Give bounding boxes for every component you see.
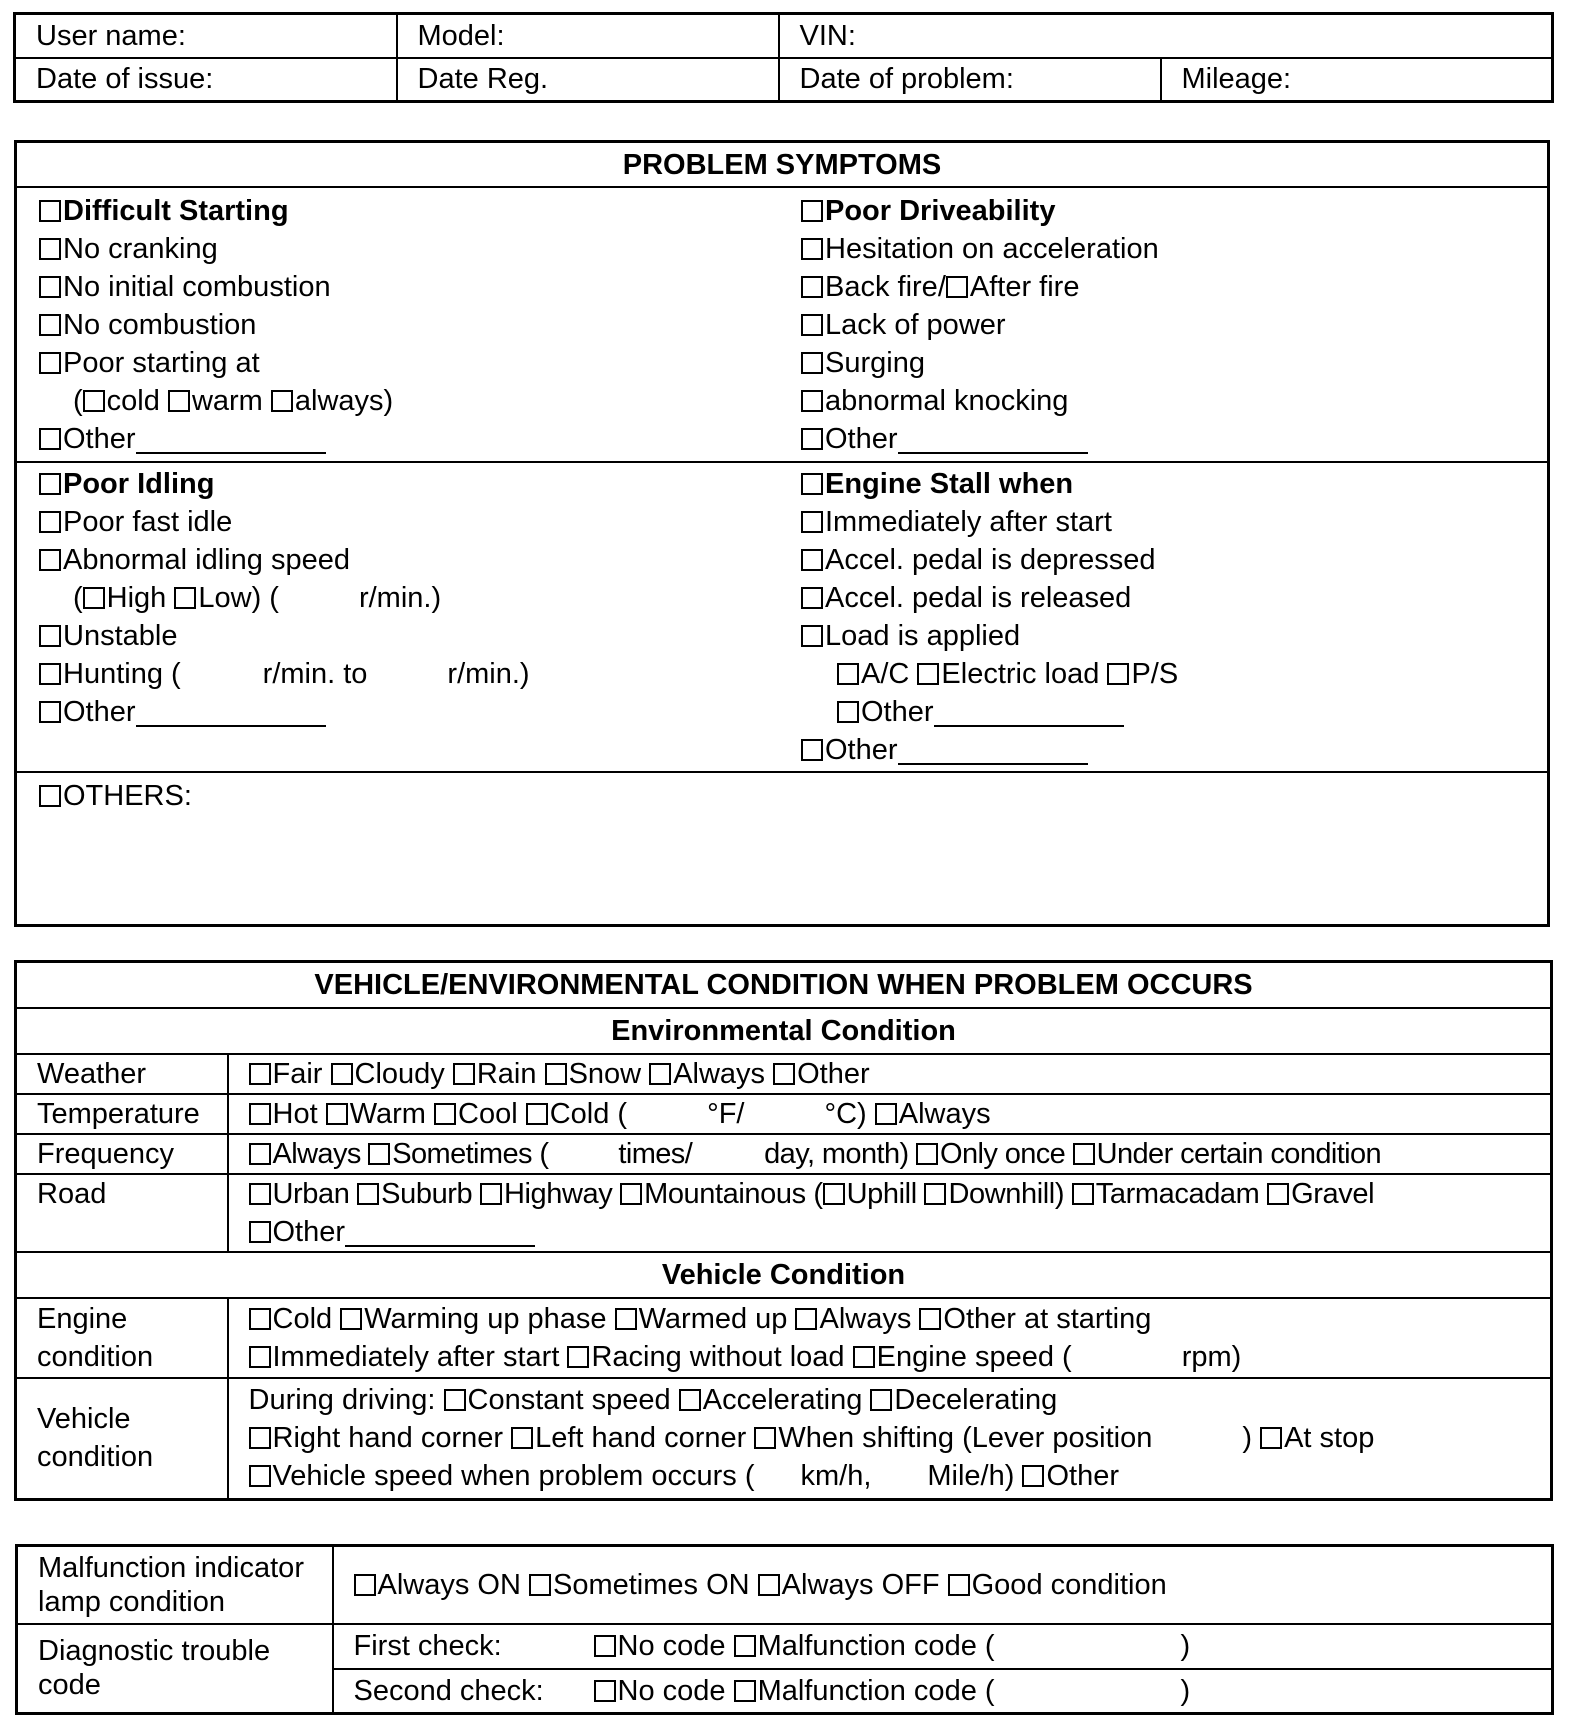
checkbox-icon[interactable] [875, 1103, 897, 1125]
poor-driveability-column [801, 192, 1159, 458]
warm-label: Warm [349, 1097, 426, 1130]
engine-label-line-2: condition [37, 1340, 154, 1373]
road-options-line-1 [249, 1175, 1551, 1213]
first-check-label: First check: [353, 1630, 502, 1662]
road-other-item[interactable] [249, 1213, 1551, 1251]
day-month-label: day, month) [764, 1137, 909, 1170]
checkbox-icon[interactable] [168, 390, 190, 412]
under-certain-label: Under certain condition [1096, 1137, 1382, 1170]
other-label: Other [797, 1057, 870, 1090]
hesitation-label: Hesitation on acceleration [825, 233, 1159, 265]
no-code-label: No code [617, 1674, 726, 1707]
problem-symptoms-title: PROBLEM SYMPTOMS [17, 143, 1547, 188]
abnormal-idling-speed-label: Abnormal idling speed [63, 544, 350, 576]
checkbox-icon[interactable] [340, 1308, 362, 1330]
others-block[interactable] [17, 773, 1547, 918]
second-check-options [333, 1669, 1553, 1714]
poor-fast-idle-item[interactable] [39, 503, 530, 541]
checkbox-icon[interactable] [434, 1103, 456, 1125]
poor-starting-at-item[interactable] [39, 344, 393, 382]
malfunction-code-label: Malfunction code ( [757, 1630, 995, 1662]
racing-label: Racing without load [591, 1340, 845, 1373]
user-name-field[interactable] [15, 14, 397, 58]
date-of-issue-label: Date of issue: [36, 63, 214, 96]
hot-label: Hot [272, 1097, 318, 1130]
first-check-options [333, 1624, 1553, 1669]
other-at-starting-label: Other at starting [943, 1302, 1152, 1335]
checkbox-icon[interactable] [39, 352, 61, 374]
checkbox-icon[interactable] [773, 1063, 795, 1085]
checkbox-icon[interactable] [801, 473, 823, 495]
lack-of-power-item[interactable] [801, 306, 1159, 344]
other-label: Other [861, 696, 934, 728]
difficult-starting-column [39, 192, 393, 458]
road-options [228, 1174, 1552, 1252]
engine-condition-label [16, 1298, 228, 1378]
load-applied-item[interactable] [801, 617, 1178, 655]
abnormal-knocking-label: abnormal knocking [825, 385, 1069, 417]
downhill-label: Downhill) [948, 1177, 1065, 1210]
other-label: Other [825, 423, 898, 455]
symptoms-block-starting-driveability [17, 188, 1547, 463]
road-row [16, 1174, 1552, 1252]
always-label: Always [673, 1057, 766, 1090]
weather-label: Weather [16, 1054, 228, 1094]
checkbox-icon[interactable] [174, 587, 196, 609]
checkbox-icon[interactable] [801, 390, 823, 412]
checkbox-icon[interactable] [870, 1389, 892, 1411]
paren-open: ( [73, 385, 83, 417]
checkbox-icon[interactable] [480, 1183, 502, 1205]
urban-label: Urban [272, 1177, 350, 1210]
checkbox-icon[interactable] [567, 1346, 589, 1368]
left-corner-label: Left hand corner [535, 1422, 747, 1455]
sometimes-label: Sometimes ( [392, 1137, 549, 1170]
checkbox-icon[interactable] [39, 238, 61, 260]
checkbox-icon[interactable] [946, 276, 968, 298]
date-of-problem-label: Date of problem: [799, 63, 1014, 96]
back-fire-item[interactable] [801, 268, 1159, 306]
driveability-other-item[interactable] [801, 420, 1159, 458]
checkbox-icon[interactable] [39, 314, 61, 336]
engine-stall-item[interactable] [801, 465, 1178, 503]
mil-options [333, 1546, 1553, 1624]
accelerating-label: Accelerating [702, 1384, 863, 1417]
checkbox-icon[interactable] [620, 1183, 642, 1205]
checkbox-icon[interactable] [511, 1427, 533, 1449]
vehicle-label-line-2: condition [37, 1441, 154, 1474]
kmh-label: km/h, [800, 1460, 872, 1493]
checkbox-icon[interactable] [801, 511, 823, 533]
checkbox-icon[interactable] [1022, 1465, 1044, 1487]
weather-row [16, 1054, 1552, 1094]
checkbox-icon[interactable] [39, 785, 61, 807]
others-label: OTHERS: [63, 780, 192, 812]
vehicle-condition-label [16, 1378, 228, 1500]
checkbox-icon[interactable] [271, 390, 293, 412]
poor-starting-at-label: Poor starting at [63, 347, 260, 379]
other-label: Other [63, 696, 136, 728]
back-fire-label: Back fire/ [825, 271, 946, 303]
difficult-starting-item[interactable] [39, 192, 393, 230]
problem-symptoms-section [14, 140, 1550, 927]
paren-open: ( [73, 582, 83, 614]
date-of-problem-field[interactable] [779, 58, 1161, 102]
mil-label [17, 1546, 333, 1624]
checkbox-icon[interactable] [249, 1103, 271, 1125]
vehicle-info-table [13, 12, 1554, 103]
checkbox-icon[interactable] [39, 200, 61, 222]
poor-driveability-label: Poor Driveability [825, 195, 1056, 227]
rmin-label: r/min.) [358, 582, 442, 614]
checkbox-icon[interactable] [249, 1308, 271, 1330]
others-item[interactable] [39, 777, 1547, 815]
checkbox-icon[interactable] [919, 1308, 941, 1330]
engine-options-line-1 [249, 1300, 1551, 1338]
during-driving-label: During driving: [248, 1384, 436, 1417]
checkbox-icon[interactable] [679, 1389, 701, 1411]
no-cranking-item[interactable] [39, 230, 393, 268]
environmental-condition-title: Environmental Condition [16, 1008, 1552, 1054]
poor-idling-label: Poor Idling [63, 468, 215, 500]
checkbox-icon[interactable] [83, 587, 105, 609]
checkbox-icon[interactable] [368, 1143, 390, 1165]
checkbox-icon[interactable] [444, 1389, 466, 1411]
checkbox-icon[interactable] [39, 511, 61, 533]
deg-c-label: °C) [824, 1097, 867, 1130]
vehicle-speed-label: Vehicle speed when problem occurs ( [272, 1460, 755, 1493]
checkbox-icon[interactable] [1260, 1427, 1282, 1449]
engine-condition-row [16, 1298, 1552, 1378]
vin-label: VIN: [799, 19, 856, 52]
warming-up-label: Warming up phase [364, 1302, 607, 1335]
poor-idling-item[interactable] [39, 465, 530, 503]
checkbox-icon[interactable] [924, 1183, 946, 1205]
checkbox-icon[interactable] [801, 352, 823, 374]
checkbox-icon[interactable] [615, 1308, 637, 1330]
times-label: times/ [618, 1137, 693, 1170]
uphill-label: Uphill [846, 1177, 917, 1210]
model-label: Model: [417, 19, 505, 52]
checkbox-icon[interactable] [649, 1063, 671, 1085]
checkbox-icon[interactable] [801, 200, 823, 222]
rain-label: Rain [476, 1057, 537, 1090]
checkbox-icon[interactable] [249, 1346, 271, 1368]
diagnostics-table [15, 1544, 1554, 1715]
mil-label-line-2: lamp condition [38, 1585, 225, 1618]
ps-label: P/S [1131, 658, 1179, 690]
accel-depressed-item[interactable] [801, 541, 1178, 579]
no-initial-combustion-label: No initial combustion [63, 271, 331, 303]
checkbox-icon[interactable] [837, 701, 859, 723]
mileage-label: Mileage: [1181, 63, 1292, 96]
mil-label-line-1: Malfunction indicator [38, 1551, 304, 1584]
other-label: Other [1046, 1460, 1119, 1493]
rpm-label: rpm) [1181, 1340, 1242, 1373]
checkbox-icon[interactable] [823, 1183, 845, 1205]
no-cranking-label: No cranking [63, 233, 218, 265]
conditions-table [14, 960, 1553, 1501]
checkbox-icon[interactable] [916, 1143, 938, 1165]
frequency-options [228, 1134, 1552, 1174]
mileh-label: Mile/h) [927, 1460, 1015, 1493]
checkbox-icon[interactable] [39, 428, 61, 450]
idling-speed-options [39, 579, 530, 617]
vehicle-options-line-1 [249, 1381, 1551, 1419]
checkbox-icon[interactable] [801, 587, 823, 609]
good-condition-label: Good condition [971, 1568, 1167, 1601]
checkbox-icon[interactable] [331, 1063, 353, 1085]
always-on-label: Always ON [377, 1568, 521, 1601]
first-check-row [17, 1624, 1553, 1669]
frequency-label: Frequency [16, 1134, 228, 1174]
checkbox-icon[interactable] [801, 625, 823, 647]
checkbox-icon[interactable] [249, 1465, 271, 1487]
other-blank[interactable] [345, 1217, 535, 1247]
vehicle-condition-options [228, 1378, 1552, 1500]
checkbox-icon[interactable] [1073, 1143, 1095, 1165]
vehicle-condition-row [16, 1378, 1552, 1500]
checkbox-icon[interactable] [917, 663, 939, 685]
checkbox-icon[interactable] [249, 1063, 271, 1085]
other-blank[interactable] [898, 424, 1088, 454]
load-applied-label: Load is applied [825, 620, 1021, 652]
fair-label: Fair [272, 1057, 323, 1090]
other-blank[interactable] [136, 424, 326, 454]
close-paren: ) [1242, 1422, 1253, 1455]
checkbox-icon[interactable] [453, 1063, 475, 1085]
dtc-label [17, 1624, 333, 1714]
load-other-item[interactable] [801, 693, 1178, 731]
tarmacadam-label: Tarmacadam [1095, 1177, 1260, 1210]
hunting-item[interactable] [39, 655, 530, 693]
checkbox-icon[interactable] [249, 1221, 271, 1243]
checkbox-icon[interactable] [948, 1574, 970, 1596]
weather-options [228, 1054, 1552, 1094]
checkbox-icon[interactable] [734, 1635, 756, 1657]
rmin-to-label: r/min. to [262, 658, 368, 690]
checkbox-icon[interactable] [837, 663, 859, 685]
poor-driveability-item[interactable] [801, 192, 1159, 230]
engine-label-line-1: Engine [37, 1302, 128, 1335]
sometimes-on-label: Sometimes ON [552, 1568, 750, 1601]
ac-label: A/C [861, 658, 910, 690]
immediately-after-start-label: Immediately after start [825, 506, 1112, 538]
checkbox-icon[interactable] [801, 314, 823, 336]
load-options [801, 655, 1178, 693]
temperature-options [228, 1094, 1552, 1134]
constant-speed-label: Constant speed [467, 1384, 671, 1417]
deg-f-label: °F/ [707, 1097, 745, 1130]
checkbox-icon[interactable] [249, 1427, 271, 1449]
abnormal-idling-speed-item[interactable] [39, 541, 530, 579]
checkbox-icon[interactable] [83, 390, 105, 412]
gravel-label: Gravel [1291, 1177, 1375, 1210]
checkbox-icon[interactable] [795, 1308, 817, 1330]
vehicle-label-line-1: Vehicle [37, 1403, 131, 1436]
suburb-label: Suburb [381, 1177, 473, 1210]
hesitation-item[interactable] [801, 230, 1159, 268]
idling-other-item[interactable] [39, 693, 530, 731]
snow-label: Snow [568, 1057, 642, 1090]
checkbox-icon[interactable] [39, 663, 61, 685]
checkbox-icon[interactable] [801, 739, 823, 761]
close-paren: ) [1180, 1630, 1191, 1662]
warm-label: warm [191, 385, 263, 417]
cloudy-label: Cloudy [354, 1057, 445, 1090]
checkbox-icon[interactable] [1107, 663, 1129, 685]
conditions-title: VEHICLE/ENVIRONMENTAL CONDITION WHEN PROBLEM OCCURS [16, 962, 1552, 1008]
surging-item[interactable] [801, 344, 1159, 382]
date-reg-label: Date Reg. [417, 63, 549, 96]
checkbox-icon[interactable] [1072, 1183, 1094, 1205]
no-combustion-item[interactable] [39, 306, 393, 344]
electric-load-label: Electric load [941, 658, 1100, 690]
when-shifting-label: When shifting (Lever position [778, 1422, 1153, 1455]
only-once-label: Only once [940, 1137, 1066, 1170]
accel-depressed-label: Accel. pedal is depressed [825, 544, 1156, 576]
checkbox-icon[interactable] [39, 549, 61, 571]
unstable-label: Unstable [63, 620, 178, 652]
surging-label: Surging [825, 347, 925, 379]
stall-immediately-item[interactable] [801, 503, 1178, 541]
engine-stall-column [801, 465, 1178, 769]
engine-speed-label: Engine speed ( [876, 1340, 1072, 1373]
checkbox-icon[interactable] [39, 276, 61, 298]
checkbox-icon[interactable] [326, 1103, 348, 1125]
starting-other-item[interactable] [39, 420, 393, 458]
at-stop-label: At stop [1284, 1422, 1375, 1455]
checkbox-icon[interactable] [853, 1346, 875, 1368]
date-reg-field[interactable] [397, 58, 779, 102]
abnormal-knocking-item[interactable] [801, 382, 1159, 420]
checkbox-icon[interactable] [357, 1183, 379, 1205]
no-code-label: No code [617, 1630, 726, 1662]
dtc-label-line-1: Diagnostic trouble [38, 1635, 271, 1668]
vin-field[interactable] [779, 14, 1553, 58]
always-off-label: Always OFF [781, 1568, 940, 1601]
engine-stall-label: Engine Stall when [825, 468, 1074, 500]
checkbox-icon[interactable] [594, 1680, 616, 1702]
low-label: Low) ( [198, 582, 279, 614]
after-fire-label: After fire [969, 271, 1080, 303]
no-initial-combustion-item[interactable] [39, 268, 393, 306]
checkbox-icon[interactable] [758, 1574, 780, 1596]
stall-other-item[interactable] [801, 731, 1178, 769]
cold-label: Cold ( [549, 1097, 628, 1130]
checkbox-icon[interactable] [39, 473, 61, 495]
dtc-label-line-2: code [38, 1669, 101, 1702]
checkbox-icon[interactable] [801, 276, 823, 298]
difficult-starting-label: Difficult Starting [63, 195, 289, 227]
highway-label: Highway [503, 1177, 613, 1210]
other-blank[interactable] [934, 697, 1124, 727]
checkbox-icon[interactable] [526, 1103, 548, 1125]
model-field[interactable] [397, 14, 779, 58]
checkbox-icon[interactable] [529, 1574, 551, 1596]
malfunction-code-label: Malfunction code ( [757, 1674, 995, 1707]
mileage-field[interactable] [1161, 58, 1553, 102]
checkbox-icon[interactable] [39, 625, 61, 647]
engine-condition-options [228, 1298, 1552, 1378]
accel-released-label: Accel. pedal is released [825, 582, 1132, 614]
high-label: High [106, 582, 167, 614]
user-name-label: User name: [36, 19, 186, 52]
other-blank[interactable] [898, 735, 1088, 765]
lack-of-power-label: Lack of power [825, 309, 1006, 341]
mountainous-label: Mountainous ( [644, 1177, 823, 1210]
always-label: Always [819, 1302, 912, 1335]
checkbox-icon[interactable] [545, 1063, 567, 1085]
mil-row [17, 1546, 1553, 1624]
no-combustion-label: No combustion [63, 309, 257, 341]
immediately-after-start-label: Immediately after start [272, 1340, 560, 1373]
date-of-issue-field[interactable] [15, 58, 397, 102]
checkbox-icon[interactable] [734, 1680, 756, 1702]
symptoms-block-idling-stall [17, 463, 1547, 773]
vehicle-options-line-3 [249, 1457, 1551, 1495]
checkbox-icon[interactable] [594, 1635, 616, 1657]
warmed-up-label: Warmed up [638, 1302, 788, 1335]
always-label: Always [898, 1097, 991, 1130]
checkbox-icon[interactable] [801, 549, 823, 571]
other-blank[interactable] [136, 697, 326, 727]
poor-fast-idle-label: Poor fast idle [63, 506, 233, 538]
unstable-item[interactable] [39, 617, 530, 655]
poor-starting-options [39, 382, 393, 420]
checkbox-icon[interactable] [1267, 1183, 1289, 1205]
other-label: Other [825, 734, 898, 766]
rmin-end-label: r/min.) [447, 658, 530, 690]
always-label: Always [272, 1137, 361, 1170]
cold-label: Cold [272, 1302, 333, 1335]
checkbox-icon[interactable] [354, 1574, 376, 1596]
vehicle-options-line-2 [249, 1419, 1551, 1457]
always-label: always) [294, 385, 394, 417]
temperature-row [16, 1094, 1552, 1134]
right-corner-label: Right hand corner [272, 1422, 504, 1455]
checkbox-icon[interactable] [39, 701, 61, 723]
cold-label: cold [106, 385, 160, 417]
engine-options-line-2 [249, 1338, 1551, 1376]
checkbox-icon[interactable] [754, 1427, 776, 1449]
hunting-label: Hunting ( [63, 658, 181, 690]
checkbox-icon[interactable] [249, 1183, 271, 1205]
second-check-label: Second check: [353, 1674, 544, 1707]
checkbox-icon[interactable] [249, 1143, 271, 1165]
checkbox-icon[interactable] [801, 238, 823, 260]
vehicle-condition-title: Vehicle Condition [16, 1252, 1552, 1298]
other-label: Other [63, 423, 136, 455]
road-label: Road [16, 1174, 228, 1252]
frequency-row [16, 1134, 1552, 1174]
other-label: Other [272, 1215, 346, 1248]
poor-idling-column [39, 465, 530, 731]
cool-label: Cool [458, 1097, 518, 1130]
checkbox-icon[interactable] [801, 428, 823, 450]
accel-released-item[interactable] [801, 579, 1178, 617]
close-paren: ) [1180, 1674, 1191, 1707]
temperature-label: Temperature [16, 1094, 228, 1134]
decelerating-label: Decelerating [894, 1384, 1058, 1417]
